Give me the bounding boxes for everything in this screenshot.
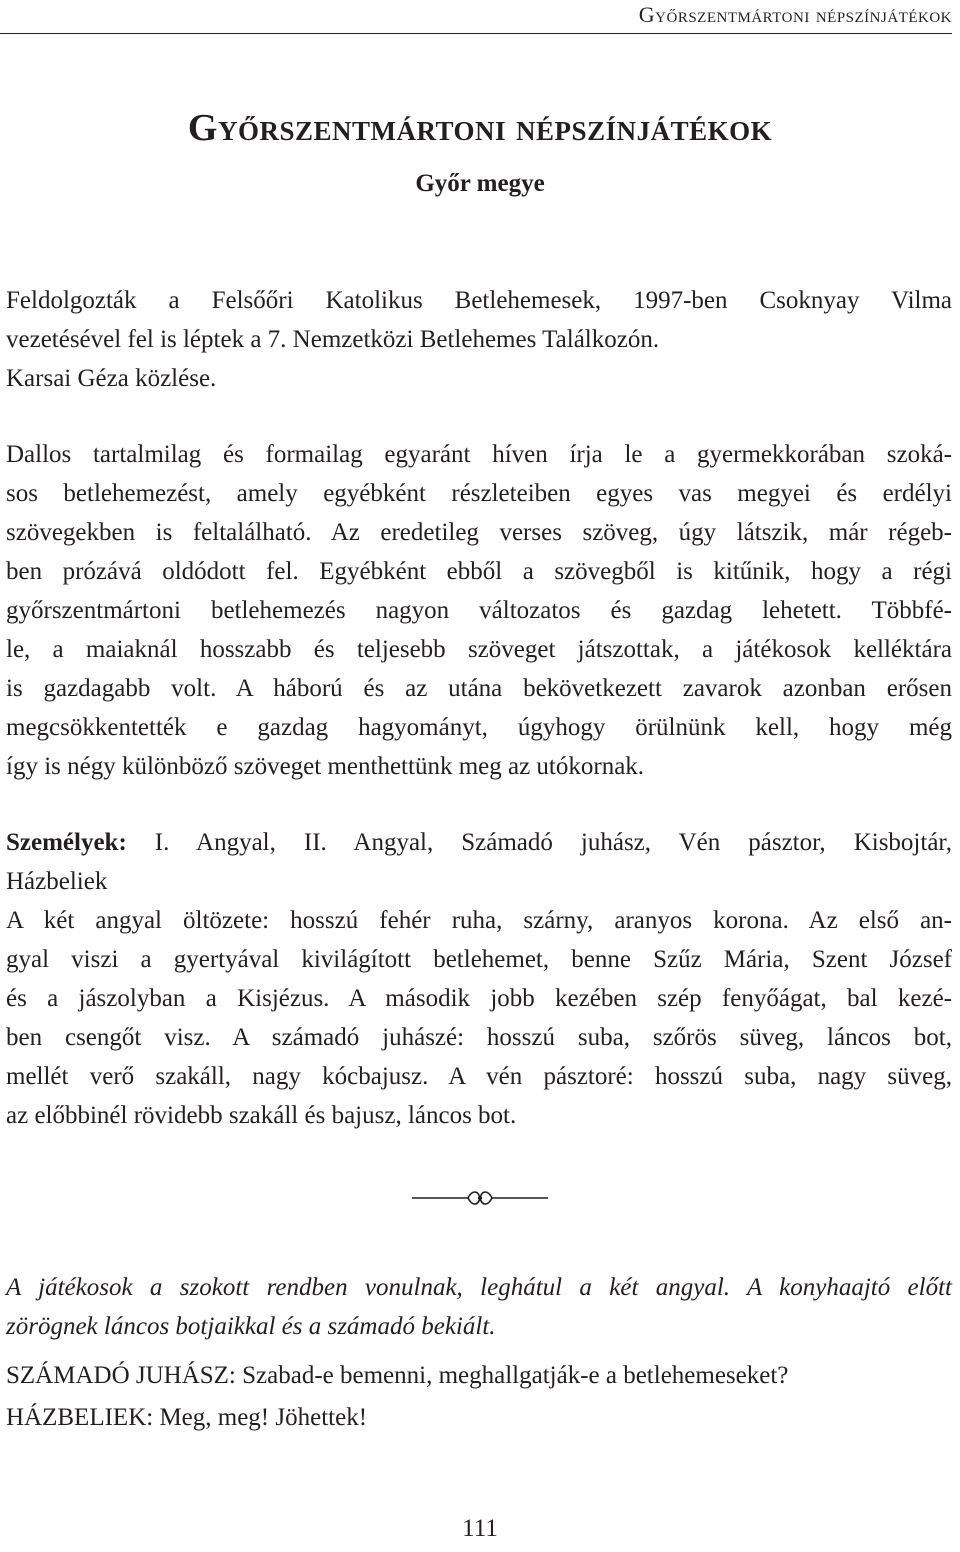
intro-paragraph bbox=[6, 281, 952, 398]
stage-direction bbox=[6, 1268, 952, 1346]
personae-line bbox=[6, 823, 952, 862]
costume-line: ben csengőt visz. A számadó juhászé: hosszú suba, szőrös süveg, láncos bot, bbox=[6, 1024, 952, 1051]
costume-line: gyal viszi a gyertyával kivilágított betlehemet, benne Szűz Mária, Szent József bbox=[6, 946, 952, 973]
costume-line: A két angyal öltözete: hosszú fehér ruha, szárny, aranyos korona. Az első an- bbox=[6, 907, 952, 934]
costume-paragraph bbox=[6, 901, 952, 1135]
intro-line: vezetésével fel is léptek a 7. Nemzetközi Betlehemes Találkozón. bbox=[6, 326, 660, 353]
body-line: Dallos tartalmilag és formailag egyaránt híven írja le a gyermekkorában szoká- bbox=[6, 441, 952, 468]
personae-label: Személyek: bbox=[6, 829, 127, 856]
body-line: szövegekben is feltalálható. Az eredetileg verses szöveg, úgy látszik, már régeb- bbox=[6, 519, 952, 546]
body-line: le, a maiaknál hosszabb és teljesebb szöveget játszottak, a játékosok kelléktára bbox=[6, 636, 952, 663]
costume-line: és a jászolyban a Kisjézus. A második jobb kezében szép fenyőágat, bal kezé- bbox=[6, 985, 952, 1012]
dialogue-line: SZÁMADÓ JUHÁSZ: Szabad-e bemenni, meghallgatják-e a betlehemeseket? bbox=[6, 1362, 789, 1389]
page-title: Győrszentmártoni népszínjátékok bbox=[187, 107, 773, 149]
page-number: 111 bbox=[462, 1515, 498, 1542]
intro-line: Feldolgozták a Felsőőri Katolikus Betlehemesek, 1997-ben Csoknyay Vilma bbox=[6, 287, 952, 314]
body-line: ben prózává oldódott fel. Egyébként ebből a szövegből is kitűnik, hogy a régi bbox=[6, 558, 952, 585]
personae-list: I. Angyal, II. Angyal, Számadó juhász, Vén pásztor, Kisbojtár, bbox=[126, 829, 952, 856]
ornament-divider-icon bbox=[412, 1186, 548, 1210]
costume-line: az előbbinél rövidebb szakáll és bajusz, láncos bot. bbox=[6, 1102, 517, 1129]
intro-line: Karsai Géza közlése. bbox=[6, 365, 217, 392]
page-subtitle: Győr megye bbox=[415, 170, 545, 197]
running-head: Győrszentmártoni népszínjátékok bbox=[0, 0, 952, 34]
personae-line: Házbeliek bbox=[6, 868, 108, 895]
personae-paragraph bbox=[6, 823, 952, 901]
body-paragraph bbox=[6, 435, 952, 786]
costume-line: mellét verő szakáll, nagy kócbajusz. A vén pásztoré: hosszú suba, nagy süveg, bbox=[6, 1063, 952, 1090]
stage-direction-line: A játékosok a szokott rendben vonulnak, leghátul a két angyal. A konyhaajtó előtt bbox=[6, 1274, 952, 1301]
stage-direction-line: zörögnek láncos botjaikkal és a számadó bekiált. bbox=[6, 1313, 496, 1340]
dialogue bbox=[6, 1355, 952, 1439]
body-line: győrszentmártoni betlehemezés nagyon változatos és gazdag lehetett. Többfé- bbox=[6, 597, 952, 624]
dialogue-line: HÁZBELIEK: Meg, meg! Jöhettek! bbox=[6, 1404, 368, 1431]
body-line: sos betlehemezést, amely egyébként részleteiben egyes vas megyei és erdélyi bbox=[6, 480, 952, 507]
body-line: is gazdagabb volt. A háború és az utána bekövetkezett zavarok azonban erősen bbox=[6, 675, 952, 702]
body-line: megcsökkentették e gazdag hagyományt, úgyhogy örülnünk kell, hogy még bbox=[6, 714, 952, 741]
body-line: így is négy különböző szöveget menthettünk meg az utókornak. bbox=[6, 753, 645, 780]
